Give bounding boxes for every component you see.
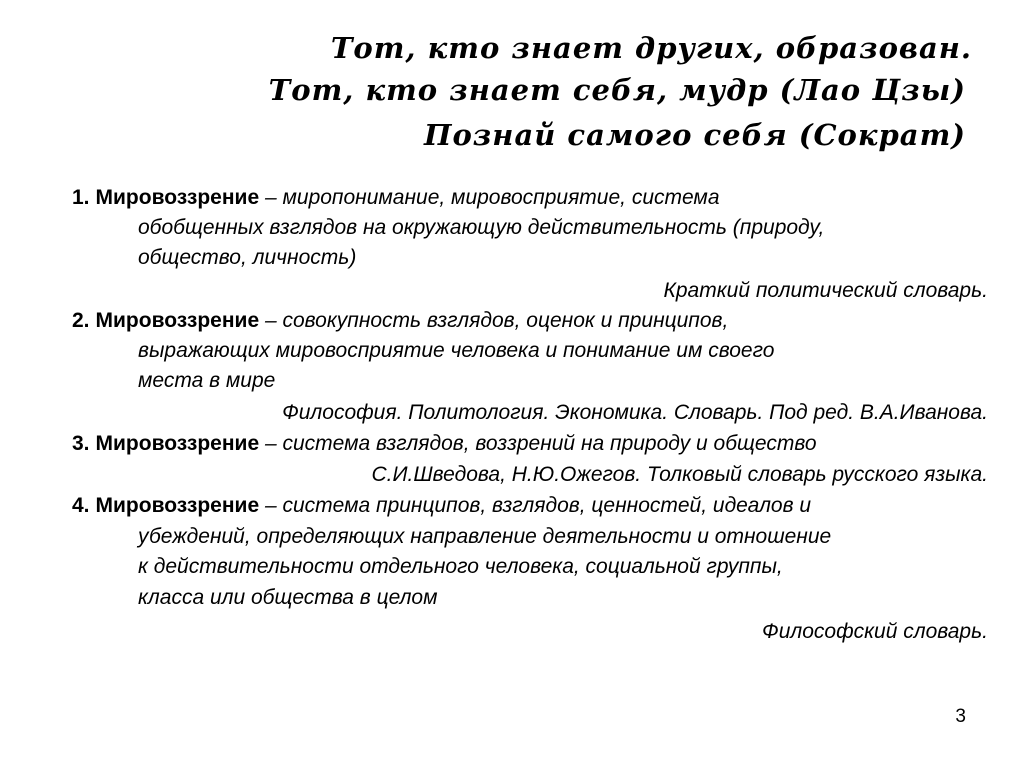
definition-4-term: Мировоззрение: [95, 494, 260, 517]
definition-2-line-3: места в мире: [138, 369, 276, 392]
definition-4-line-2: убеждений, определяющих направление деятельности и отношение: [138, 525, 832, 548]
definition-2-first-line: [72, 310, 728, 331]
definition-1-number: 1.: [72, 186, 90, 209]
definition-4-line-1: – система принципов, взглядов, ценностей, идеалов и: [259, 494, 812, 517]
epigraph-line-3: Познай самого себя (Сократ): [424, 118, 966, 152]
definition-4-number: 4.: [72, 494, 90, 517]
definition-2-source: Философия. Политология. Экономика. Словарь. Под ред. В.А.Иванова.: [282, 401, 988, 424]
epigraph-line-1: Тот, кто знает других, образован.: [330, 31, 972, 65]
definition-2-number: 2.: [72, 309, 90, 332]
definition-3-number: 3.: [72, 432, 90, 455]
definition-3-term: Мировоззрение: [95, 432, 260, 455]
definition-3-line-1: – система взглядов, воззрений на природу и общество: [259, 432, 817, 455]
definition-1-line-2: обобщенных взглядов на окружающую действительность (природу,: [138, 216, 825, 239]
definition-4-line-4: класса или общества в целом: [138, 586, 438, 609]
epigraph-line-2: Тот, кто знает себя, мудр (Лао Цзы): [268, 73, 966, 107]
definition-1-line-3: общество, личность): [138, 246, 357, 269]
definition-3-source: С.И.Шведова, Н.Ю.Ожегов. Толковый словарь русского языка.: [371, 463, 988, 486]
page-number: 3: [955, 706, 966, 727]
definition-1-term: Мировоззрение: [95, 186, 260, 209]
definition-2-line-1: – совокупность взглядов, оценок и принципов,: [259, 309, 729, 332]
definition-1-line-1: – миропонимание, мировосприятие, система: [259, 186, 720, 209]
definition-3-first-line: [72, 433, 817, 454]
definition-1-first-line: [72, 187, 720, 208]
definition-4-source: Философский словарь.: [762, 620, 988, 643]
definition-2-term: Мировоззрение: [95, 309, 260, 332]
definition-4-first-line: [72, 495, 811, 516]
definition-4-line-3: к действительности отдельного человека, социальной группы,: [138, 555, 783, 578]
definition-1-source: Краткий политический словарь.: [663, 279, 988, 302]
definition-2-line-2: выражающих мировосприятие человека и понимание им своего: [138, 339, 775, 362]
